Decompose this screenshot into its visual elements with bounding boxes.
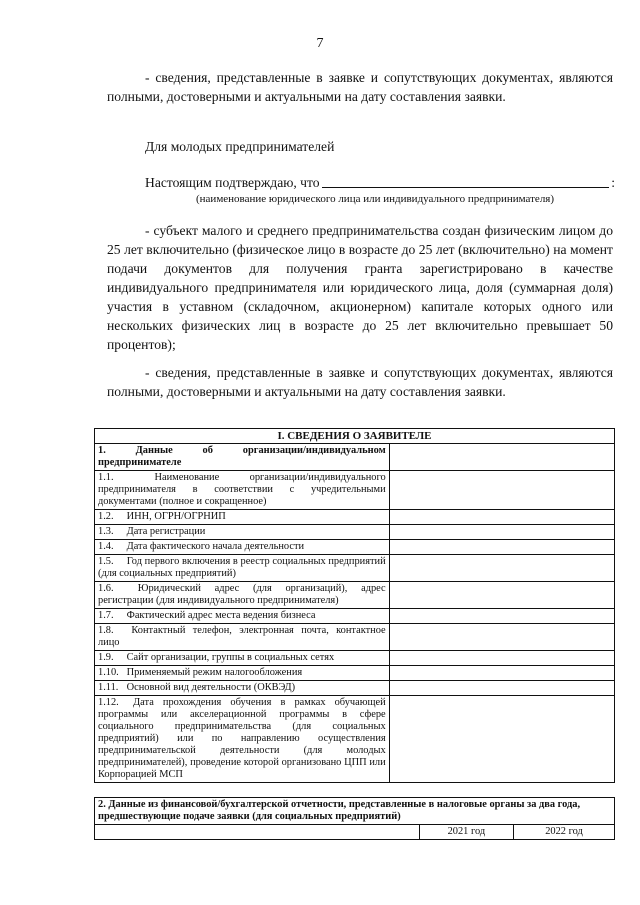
blank-field-line[interactable] [322,173,610,188]
row-label: Основной вид деятельности (ОКВЭД) [126,682,296,693]
value-cell[interactable] [389,555,614,582]
value-cell[interactable] [389,525,614,540]
table-row [95,681,615,696]
row-number: 1.8. [98,625,114,636]
row-number: 1.4. [98,541,114,552]
value-cell[interactable] [389,471,614,510]
row-label: Год первого включения в реестр социальных предприятий (для социальных предприятий) [98,556,386,579]
value-cell[interactable] [389,510,614,525]
row-label: Сайт организации, группы в социальных сетях [126,652,335,663]
table-row [95,696,615,783]
row-label: ИНН, ОГРН/ОГРНИП [126,511,226,522]
paragraph-young-entrepreneur-criteria: - субъект малого и среднего предпринимательства создан физическим лицом до 25 лет включительно (физическое лицо в возрасте до 25 лет (включительно) на момент подачи документов для получения гранта зарегистрировано в качестве индивидуального предпринимателя или юридического лица, доля (суммарная доля) участия в уставном (складочном, акционерном) капитале которых одного или нескольких физических лиц в возрасте до 25 лет включительно превышает 50 процентов); [107,223,613,352]
value-cell[interactable] [389,540,614,555]
value-cell[interactable] [389,696,614,783]
value-cell[interactable] [389,624,614,651]
section-heading-young-entrepreneurs: Для молодых предпринимателей [145,139,335,154]
row-label: Дата регистрации [126,526,206,537]
table-row [95,555,615,582]
paragraph-declaration-bottom: - сведения, представленные в заявке и сопутствующих документах, являются полными, достоверными и актуальными на дату составления заявки. [107,365,613,399]
row-number: 1.7. [98,610,114,621]
table-row [95,666,615,681]
value-cell[interactable] [389,609,614,624]
row-label: Юридический адрес (для организаций), адрес регистрации (для индивидуального предпринимателя) [98,583,386,606]
row-label: Применяемый режим налогообложения [126,667,303,678]
table-row [95,582,615,609]
value-cell[interactable] [389,666,614,681]
table-row [95,609,615,624]
year-header-2022: 2022 год [513,825,614,840]
financial-label-cell [95,825,420,840]
table-row [95,651,615,666]
financial-section-title: 2. Данные из финансовой/бухгалтерской отчетности, представленные в налоговые органы за два года, предшествующие подаче заявки (для социальных предприятий) [95,798,615,825]
confirmation-hint: (наименование юридического лица или индивидуального предпринимателя) [196,193,555,205]
table-row [95,624,615,651]
value-cell[interactable] [389,582,614,609]
row-number: 1.12. [98,697,119,708]
row-number: 1.6. [98,583,114,594]
table-row [95,525,615,540]
table-row [95,471,615,510]
value-cell[interactable] [389,651,614,666]
row-number: 1.11. [98,682,119,693]
row-label: Наименование организации/индивидуального предпринимателя в соответствии с учредительными документами (полное и сокращенное) [98,472,386,507]
row-number: 1.1. [98,472,114,483]
financial-data-table [94,797,615,840]
value-cell[interactable] [389,681,614,696]
row-number: 1.2. [98,511,114,522]
row-number: 1.10. [98,667,119,678]
table-title: I. СВЕДЕНИЯ О ЗАЯВИТЕЛЕ [95,429,615,444]
row-number: 1.5. [98,556,114,567]
row-label: Фактический адрес места ведения бизнеса [126,610,316,621]
page-number: 7 [316,36,324,51]
table-row [95,540,615,555]
paragraph-declaration-top: - сведения, представленные в заявке и сопутствующих документах, являются полными, достоверными и актуальными на дату составления заявки. [107,70,613,104]
confirmation-line [145,173,615,191]
table-row [95,510,615,525]
year-header-2021: 2021 год [419,825,513,840]
row-label: Дата фактического начала деятельности [126,541,305,552]
row-number: 1.9. [98,652,114,663]
section-title-organization-data: 1. Данные об организации/индивидуальном предпринимателе [95,444,390,471]
confirmation-prefix: Настоящим подтверждаю, что [145,175,320,190]
row-label: Контактный телефон, электронная почта, контактное лицо [98,625,386,648]
applicant-info-table [94,428,615,783]
row-label: Дата прохождения обучения в рамках обучающей программы или акселерационной программы в сфере социального предпринимательства (для социальных предприятий) или по направлению осуществления предпринимательской деятельности (для молодых предпринимателей), проведение которой организовано ЦПП или Корпорацией МСП [98,697,386,780]
confirmation-suffix: : [611,175,615,190]
row-number: 1.3. [98,526,114,537]
value-cell[interactable] [389,444,614,471]
